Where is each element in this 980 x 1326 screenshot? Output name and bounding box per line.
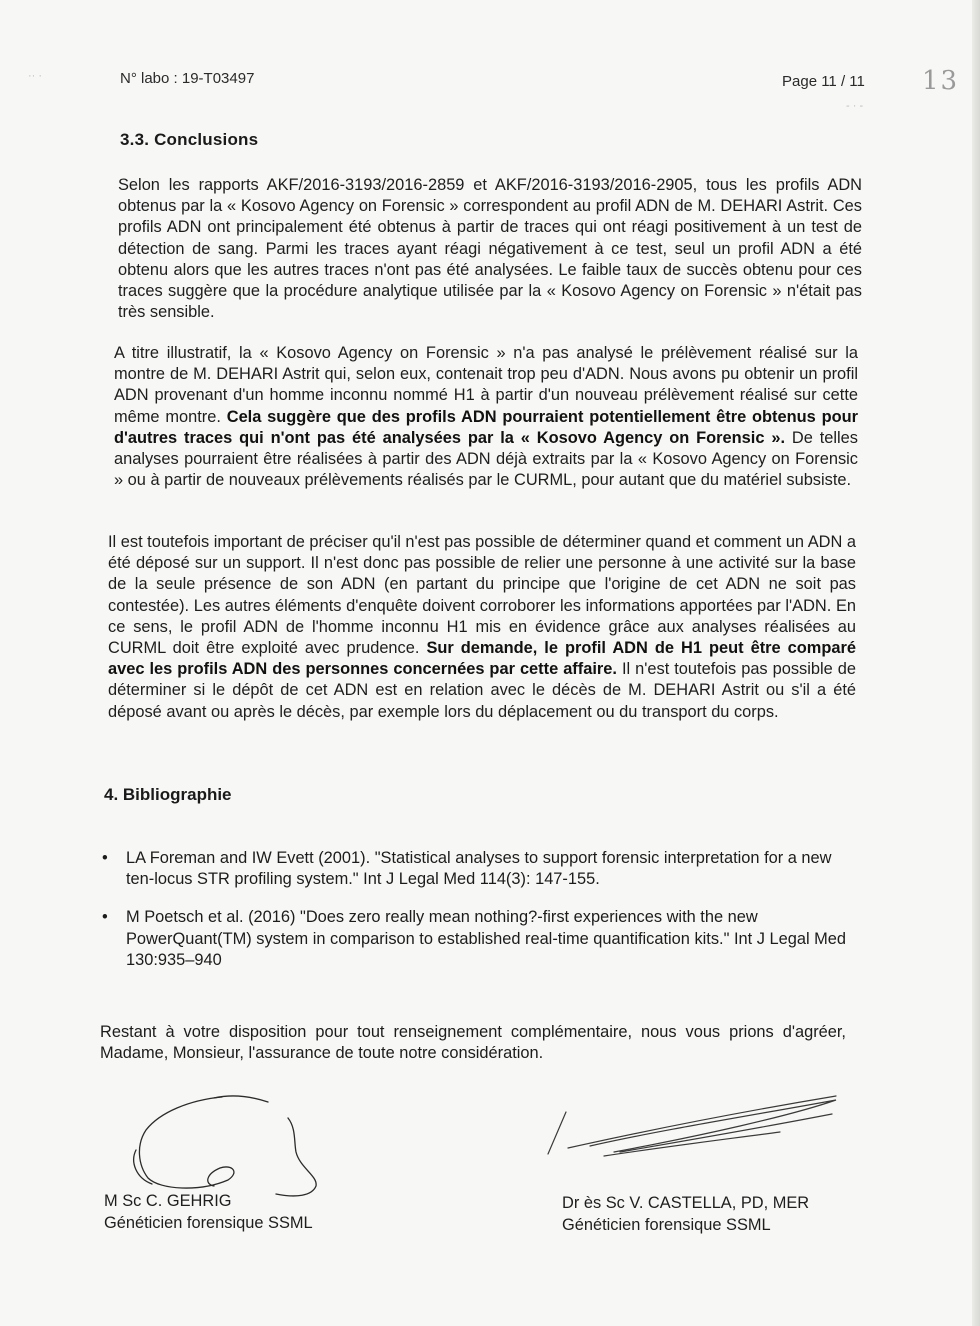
conclusions-paragraph-1: Selon les rapports AKF/2016-3193/2016-2859 et AKF/2016-3193/2016-2905, tous les profils ADN obtenus par la « Kosovo Agency on Forensic » correspondent au profil ADN de M. DEHARI Astrit. Ces profils ADN ont principalement été obtenus à partir de traces qui ont réagi positivement à un test de détection de sang. Parmi les traces ayant réagi négativement à ce test, seul un profil ADN a été obtenu alors que les autres traces n'ont pas été analysées. Le faible taux de succès obtenu pour ces traces suggère que la procédure analytique utilisée par la « Kosovo Agency on Forensic » n'était pas très sensible. bbox=[118, 176, 862, 322]
bibliography-item bbox=[102, 907, 862, 971]
paragraph-3-text-b: Il n'est toutefois pas possible de déterminer si le dépôt de cet ADN est en relation avec le décès de M. DEHARI Astrit ou s'il a été déposé avant ou après le décès, par exemple lors du déplacement ou du transport du corps. bbox=[108, 660, 856, 721]
page-stamp-number: 13 bbox=[922, 66, 960, 96]
signature-block-left bbox=[104, 1190, 313, 1234]
bullet-icon: • bbox=[102, 849, 108, 867]
signature-block-right bbox=[562, 1192, 809, 1236]
signature-right-icon bbox=[548, 1096, 836, 1156]
signatory-name: Dr ès Sc V. CASTELLA, PD, MER bbox=[562, 1194, 810, 1212]
signatory-name: M Sc C. GEHRIG bbox=[104, 1192, 232, 1210]
scan-mark: - · - bbox=[846, 100, 864, 112]
paragraph-3-bold: Sur demande, le profil ADN de H1 peut être comparé avec les profils ADN des personnes concernées par cette affaire. bbox=[108, 639, 856, 679]
conclusions-heading: 3.3. Conclusions bbox=[120, 130, 259, 149]
paragraph-2-bold: Cela suggère que des profils ADN pourraient potentiellement être obtenus pour d'autres traces qui n'ont pas été analysées par la « Kosovo Agency on Forensic ». bbox=[114, 407, 858, 447]
conclusions-paragraph-2 bbox=[114, 343, 858, 491]
signatory-title: Généticien forensique SSML bbox=[562, 1216, 771, 1234]
bibliography-heading: 4. Bibliographie bbox=[104, 785, 232, 804]
paragraph-2-text-a: A titre illustratif, la « Kosovo Agency on Forensic » n'a pas analysé le prélèvement réalisé sur la montre de M. DEHARI Astrit qui, selon eux, contenait trop peu d'ADN. Nous avons pu obtenir un profil ADN provenant d'un homme inconnu nommé H1 à partir d'un nouveau prélèvement réalisé sur cette même montre. bbox=[114, 344, 858, 426]
scan-edge bbox=[972, 0, 980, 1326]
conclusions-paragraph-3 bbox=[108, 532, 856, 723]
bullet-icon: • bbox=[102, 908, 108, 927]
closing-formula: Restant à votre disposition pour tout renseignement complémentaire, nous vous prions d'agréer, Madame, Monsieur, l'assurance de toute notre considération. bbox=[100, 1023, 846, 1063]
signatory-title: Généticien forensique SSML bbox=[104, 1214, 313, 1232]
page-number: Page 11 / 11 bbox=[782, 73, 865, 90]
scan-mark: ·· · bbox=[28, 70, 43, 82]
bibliography-item-text: M Poetsch et al. (2016) "Does zero really mean nothing?-first experiences with the new PowerQuant(TM) system in comparison to established real-time quantification kits." Int J Legal Med 130:935–940 bbox=[126, 908, 847, 969]
lab-number: N° labo : 19-T03497 bbox=[120, 70, 255, 87]
bibliography-item-text: LA Foreman and IW Evett (2001). "Statistical analyses to support forensic interpretation for a new ten-locus STR profiling system." Int J Legal Med 114(3): 147-155. bbox=[126, 849, 832, 889]
paragraph-2-text-b: De telles analyses pourraient être réalisées à partir des ADN déjà extraits par la « Kosovo Agency on Forensic » ou à partir de nouveaux prélèvements réalisés par le CURML, pour autant que du matériel subsiste. bbox=[114, 428, 858, 490]
signature-left-icon bbox=[134, 1096, 316, 1196]
bibliography-list bbox=[102, 848, 862, 988]
paragraph-3-text-a: Il est toutefois important de préciser qu'il n'est pas possible de déterminer quand et comment un ADN a été déposé sur un support. Il n'est donc pas possible de relier une personne à une activité sur la base de la seule présence de son ADN (en partant du principe que l'origine de cet ADN ne soit pas contestée). Les autres éléments d'enquête doivent corroborer les informations apportées par l'ADN. En ce sens, le profil ADN de l'homme inconnu H1 mis en évidence grâce aux analyses réalisées au CURML doit être exploité avec prudence. bbox=[108, 533, 856, 658]
bibliography-item bbox=[102, 848, 862, 890]
